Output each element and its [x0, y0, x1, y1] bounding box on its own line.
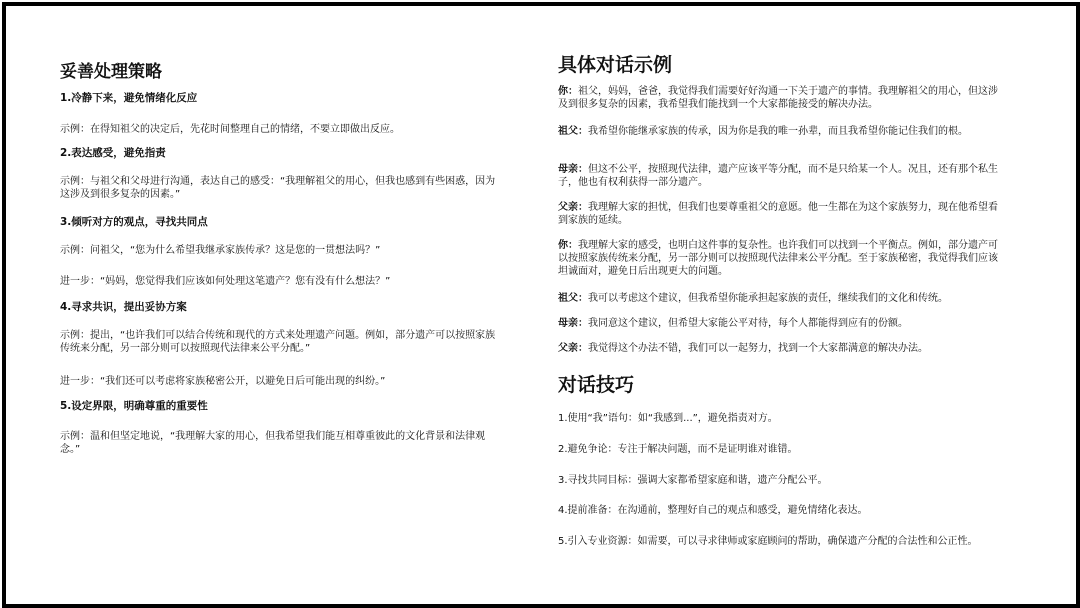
- dialog-speaker: 祖父：: [558, 126, 588, 137]
- strategy-heading-4: 4.寻求共识，提出妥协方案: [60, 301, 187, 313]
- dialog-line: [558, 342, 998, 355]
- strategy-example-3a: 示例：问祖父，“您为什么希望我继承家族传承？这是您的一贯想法吗？”: [60, 245, 381, 256]
- dialog-text: 我理解大家的担忧，但我们也要尊重祖父的意愿。他一生都在为这个家族努力，现在他希望看到家族的延续。: [558, 202, 998, 226]
- dialog-line: [558, 163, 998, 189]
- strategy-example-2: 示例：与祖父和父母进行沟通，表达自己的感受：“我理解祖父的用心，但我也感到有些困惑，因为这涉及到很多复杂的因素。”: [60, 176, 496, 200]
- dialog-line: [558, 317, 998, 330]
- strategy-heading-3: 3.倾听对方的观点，寻找共同点: [60, 216, 208, 228]
- dialog-line: [558, 292, 998, 305]
- strategy-example-4a: 示例：提出，“也许我们可以结合传统和现代的方式来处理遗产问题。例如，部分遗产可以按照家族传统来分配，另一部分则可以按照现代法律来公平分配。”: [60, 330, 496, 354]
- strategy-heading-5: 5.设定界限，明确尊重的重要性: [60, 400, 208, 412]
- strategy-example-4b: 进一步：“我们还可以考虑将家族秘密公开，以避免日后可能出现的纠纷。”: [60, 376, 386, 387]
- tip-item: 4.提前准备：在沟通前，整理好自己的观点和感受，避免情绪化表达。: [558, 505, 868, 516]
- tips-title: 对话技巧: [558, 374, 635, 396]
- tip-item: 3.寻找共同目标：强调大家都希望家庭和谐，遗产分配公平。: [558, 475, 828, 486]
- dialog-text: 我希望你能继承家族的传承，因为你是我的唯一孙辈，而且我希望你能记住我们的根。: [588, 126, 968, 137]
- dialog-text: 我同意这个建议，但希望大家能公平对待，每个人都能得到应有的份额。: [588, 318, 908, 329]
- dialog-line: [558, 125, 998, 138]
- dialog-speaker: 母亲：: [558, 164, 588, 175]
- dialog-text: 祖父，妈妈，爸爸，我觉得我们需要好好沟通一下关于遗产的事情。我理解祖父的用心，但这涉及到很多复杂的因素，我希望我们能找到一个大家都能接受的解决办法。: [558, 86, 998, 110]
- strategy-heading-1: 1.冷静下来，避免情绪化反应: [60, 92, 198, 104]
- dialog-title: 具体对话示例: [558, 54, 673, 76]
- strategy-heading-2: 2.表达感受，避免指责: [60, 147, 166, 159]
- dialog-speaker: 父亲：: [558, 343, 588, 354]
- dialog-speaker: 你：: [558, 86, 578, 97]
- strategy-title: 妥善处理策略: [60, 62, 162, 82]
- dialog-line: [558, 201, 998, 227]
- dialog-speaker: 母亲：: [558, 318, 588, 329]
- dialog-text: 但这不公平，按照现代法律，遗产应该平等分配，而不是只给某一个人。况且，还有那个私生子，他也有权利获得一部分遗产。: [558, 164, 998, 188]
- slide: [2, 2, 1080, 608]
- strategy-example-5: 示例：温和但坚定地说，“我理解大家的用心，但我希望我们能互相尊重彼此的文化背景和法律观念。”: [60, 431, 486, 455]
- tip-item: 1.使用“我”语句：如“我感到...”，避免指责对方。: [558, 413, 778, 424]
- dialog-text: 我理解大家的感受，也明白这件事的复杂性。也许我们可以找到一个平衡点。例如，部分遗产可以按照家族传统来分配，另一部分则可以按照现代法律来公平分配。至于家族秘密，我觉得我们应该坦诚面对，避免日后出现更大的问题。: [558, 240, 998, 277]
- dialog-line: [558, 85, 998, 111]
- dialog-speaker: 你：: [558, 240, 578, 251]
- dialog-text: 我可以考虑这个建议，但我希望你能承担起家族的责任，继续我们的文化和传统。: [588, 293, 948, 304]
- dialog-speaker: 祖父：: [558, 293, 588, 304]
- tip-item: 5.引入专业资源：如需要，可以寻求律师或家庭顾问的帮助，确保遗产分配的合法性和公正性。: [558, 536, 978, 547]
- strategy-example-1: 示例：在得知祖父的决定后，先花时间整理自己的情绪，不要立即做出反应。: [60, 124, 400, 135]
- dialog-text: 我觉得这个办法不错，我们可以一起努力，找到一个大家都满意的解决办法。: [588, 343, 928, 354]
- tip-item: 2.避免争论：专注于解决问题，而不是证明谁对谁错。: [558, 444, 798, 455]
- strategy-example-3b: 进一步：“妈妈，您觉得我们应该如何处理这笔遗产？您有没有什么想法？”: [60, 276, 391, 287]
- dialog-speaker: 父亲：: [558, 202, 588, 213]
- dialog-line: [558, 239, 998, 278]
